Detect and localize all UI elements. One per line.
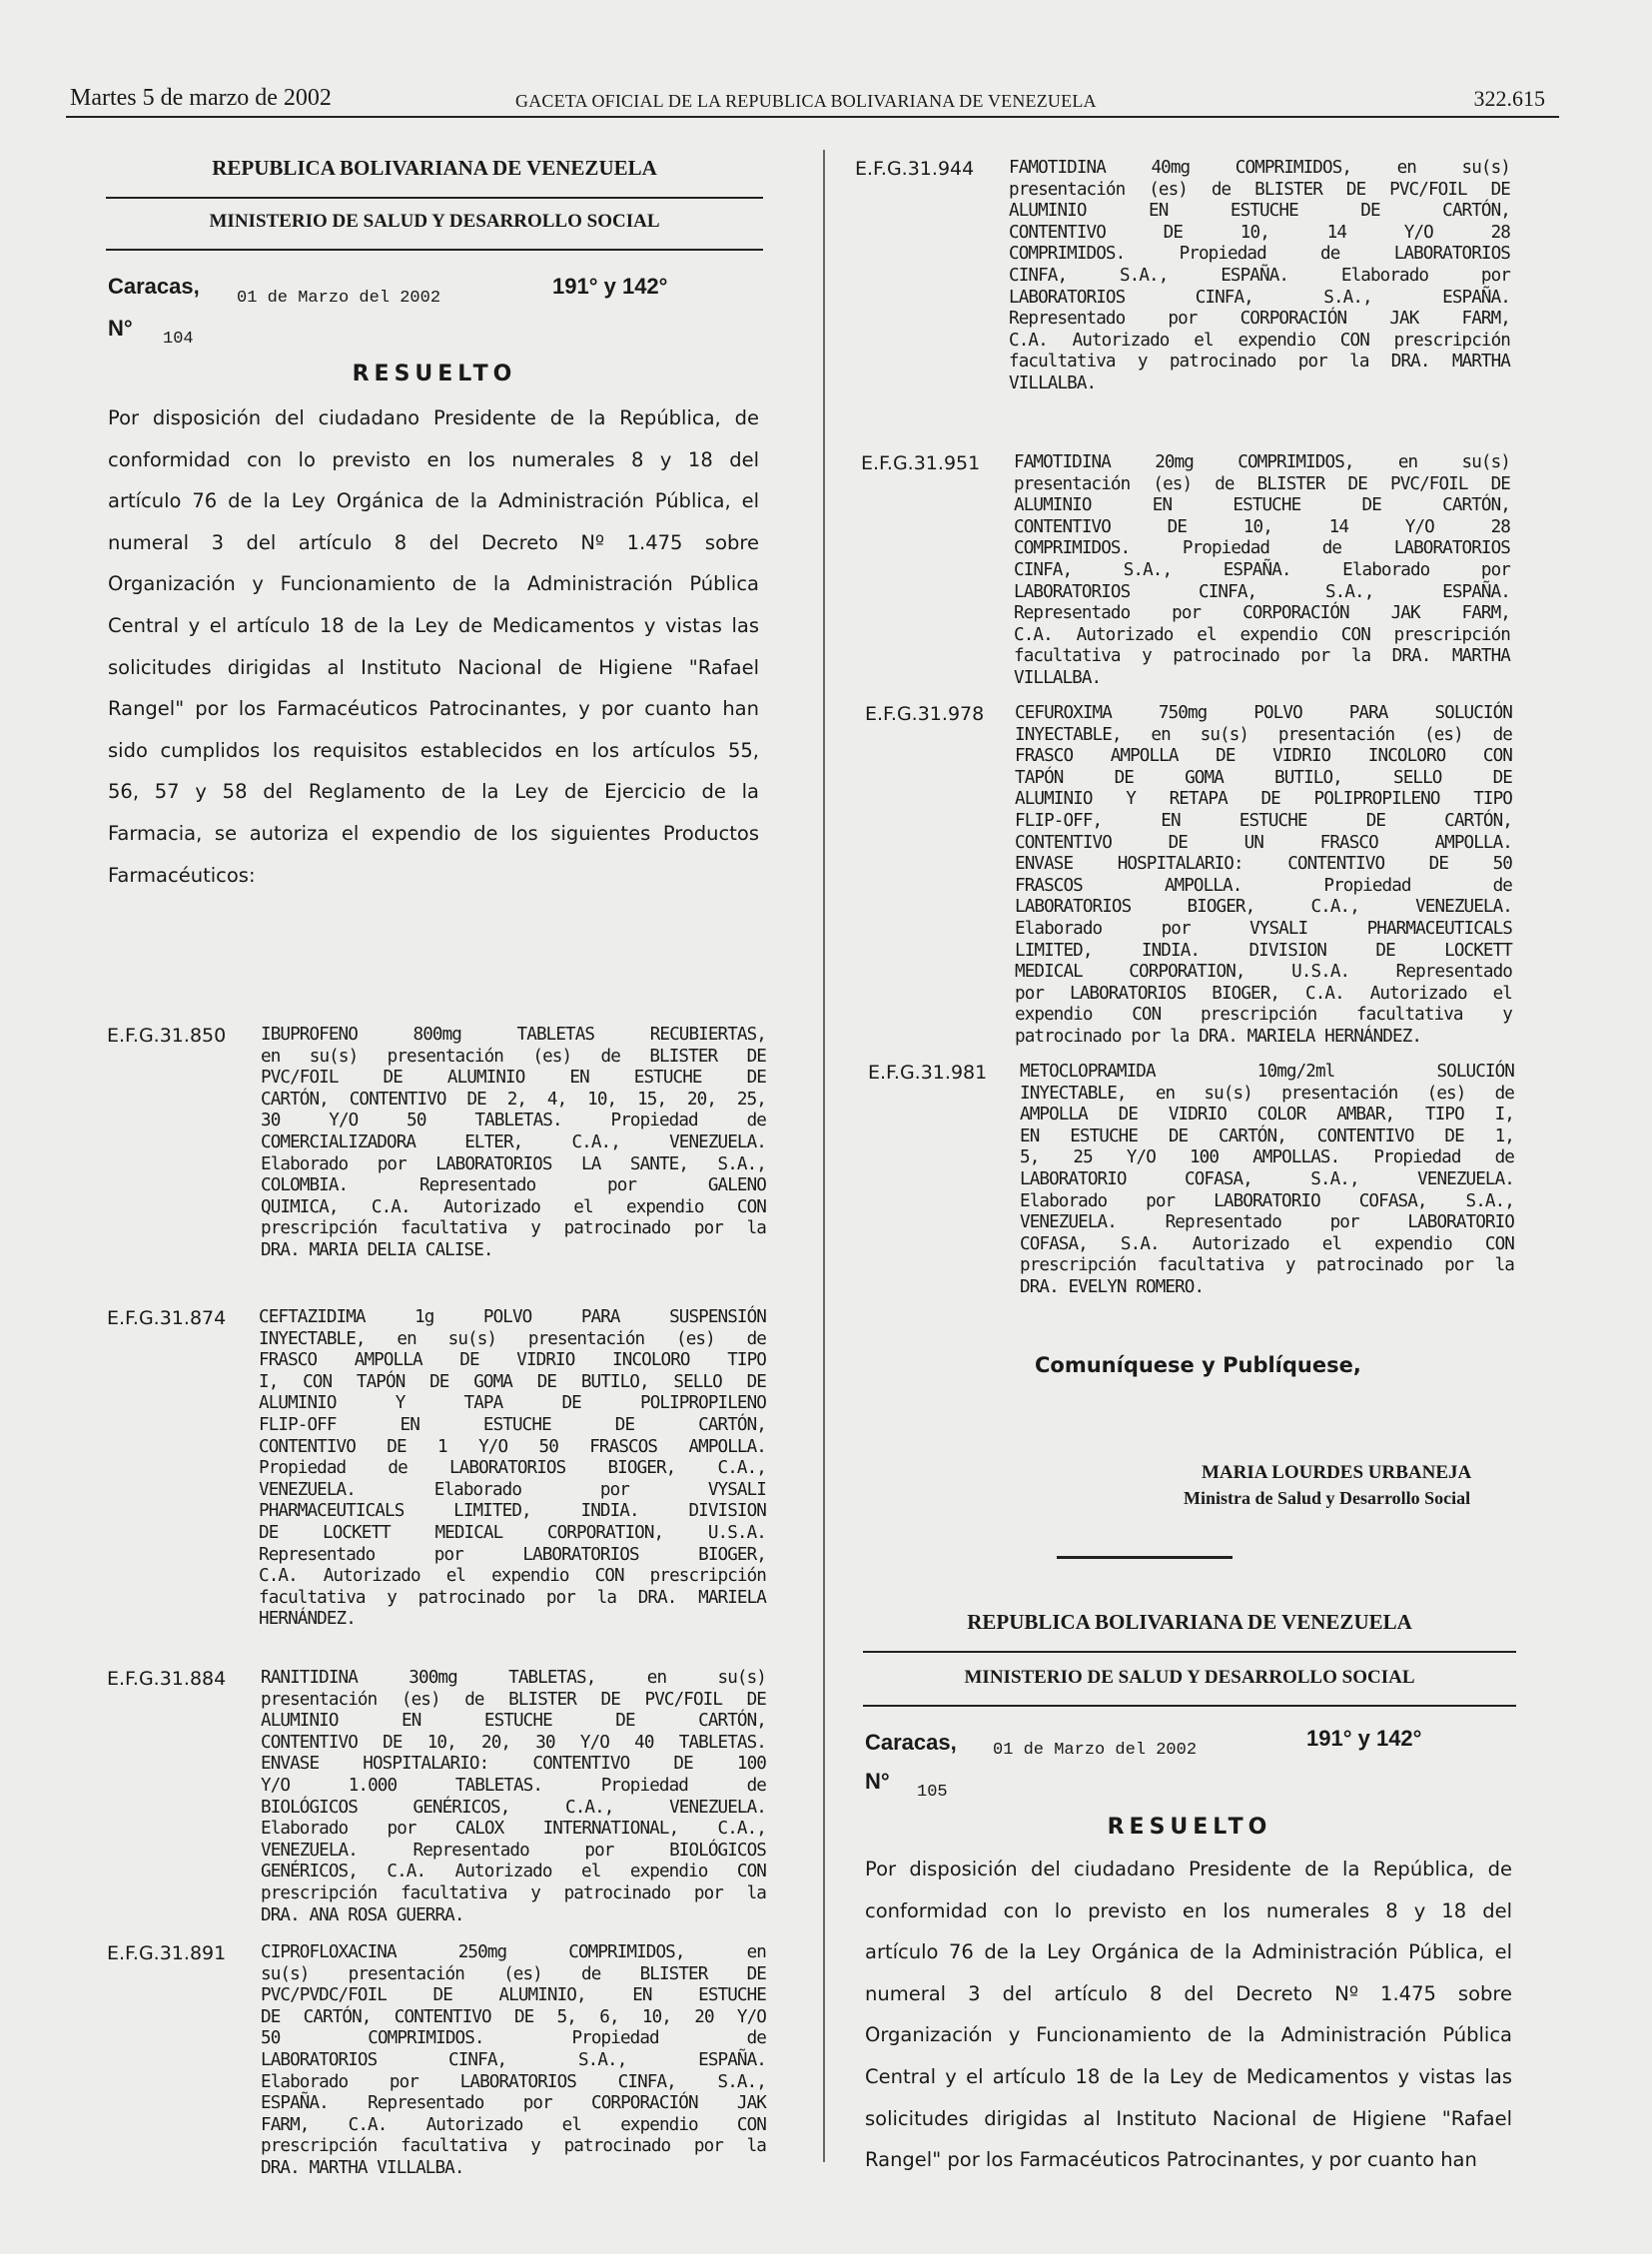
description-line: BIOLÓGICOS GENÉRICOS, C.A., VENEZUELA. [261, 1797, 766, 1818]
description-line: I, CON TAPÓN DE GOMA DE BUTILO, SELLO DE [259, 1371, 766, 1392]
description-line: Representado por CORPORACIÓN JAK FARM, [1009, 309, 1510, 330]
product-description [259, 1307, 766, 1631]
description-line: CONTENTIVO DE 10, 20, 30 Y/O 40 TABLETAS. [261, 1732, 766, 1753]
description-line: facultativa y patrocinado por la DRA. MARIELA [259, 1587, 766, 1608]
description-line: 30 Y/O 50 TABLETAS. Propiedad de [261, 1111, 766, 1131]
text-line: Farmacéuticos: [108, 863, 256, 887]
description-line: prescripción facultativa y patrocinado por la [261, 2136, 766, 2157]
description-line: 5, 25 Y/O 100 AMPOLLAS. Propiedad de [1020, 1147, 1514, 1168]
product-code: E.F.G.31.981 [868, 1062, 988, 1084]
description-line: INYECTABLE, en su(s) presentación (es) de [1015, 724, 1512, 745]
description-line: presentación (es) de BLISTER DE PVC/FOIL DE [1009, 179, 1510, 200]
description-line: RANITIDINA 300mg TABLETAS, en su(s) [261, 1668, 766, 1688]
description-line: presentación (es) de BLISTER DE PVC/FOIL DE [1014, 473, 1510, 494]
description-line: PVC/PVDC/FOIL DE ALUMINIO, EN ESTUCHE [261, 1985, 766, 2006]
text-line: Por disposición del ciudadano Presidente de la República, de [108, 406, 759, 429]
description-line: patrocinado por la DRA. MARIELA HERNÁNDEZ. [1015, 1026, 1422, 1047]
years-label: 191° y 142° [552, 274, 668, 299]
text-line: Central y el artículo 18 de la Ley de Medicamentos y vistas las [108, 613, 759, 637]
text-line: Rangel" por los Farmacéuticos Patrocinantes, y por cuanto han [865, 2148, 1477, 2172]
text-line: numeral 3 del artículo 8 del Decreto Nº 1.475 sobre [108, 530, 759, 554]
description-line: DE CARTÓN, CONTENTIVO DE 5, 6, 10, 20 Y/O [261, 2006, 766, 2027]
description-line: VENEZUELA. Elaborado por VYSALI [259, 1479, 766, 1500]
description-line: EN ESTUCHE DE CARTÓN, CONTENTIVO DE 1, [1020, 1126, 1514, 1146]
description-line: ALUMINIO EN ESTUCHE DE CARTÓN, [261, 1711, 766, 1732]
resolution-number: 104 [163, 330, 194, 349]
description-line: por LABORATORIOS BIOGER, C.A. Autorizado el [1015, 983, 1512, 1004]
description-line: COLOMBIA. Representado por GALENO [261, 1175, 766, 1196]
description-line: expendio CON prescripción facultativa y [1015, 1005, 1512, 1026]
description-line: C.A. Autorizado el expendio CON prescripción [259, 1566, 766, 1587]
description-line: AMPOLLA DE VIDRIO COLOR AMBAR, TIPO I, [1020, 1105, 1514, 1126]
description-line: INYECTABLE, en su(s) presentación (es) de [1020, 1083, 1514, 1104]
product-description [1009, 158, 1510, 395]
number-label: N° [108, 316, 133, 341]
text-line: conformidad con lo previsto en los numerales 8 y 18 del [865, 1898, 1512, 1922]
republic-heading: REPUBLICA BOLIVARIANA DE VENEZUELA [863, 1610, 1516, 1653]
gazette-title: GACETA OFICIAL DE LA REPUBLICA BOLIVARIANA DE VENEZUELA [515, 91, 1097, 111]
text-line: sido cumplidos los requisitos establecidos en los artículos 55, [108, 738, 759, 762]
description-line: PHARMACEUTICALS LIMITED, INDIA. DIVISION [259, 1501, 766, 1522]
description-line: Elaborado por VYSALI PHARMACEUTICALS [1015, 918, 1512, 939]
description-line: LABORATORIOS CINFA, S.A., ESPAÑA. [261, 2049, 766, 2070]
description-line: DE LOCKETT MEDICAL CORPORATION, U.S.A. [259, 1522, 766, 1543]
running-header [66, 82, 1559, 118]
product-code: E.F.G.31.978 [865, 703, 985, 725]
ministry-heading: MINISTERIO DE SALUD Y DESARROLLO SOCIAL [863, 1653, 1516, 1707]
preamble-text [108, 397, 759, 896]
text-line: Rangel" por los Farmacéuticos Patrocinantes, y por cuanto han [108, 697, 759, 721]
product-code: E.F.G.31.884 [107, 1668, 227, 1690]
gazette-date: Martes 5 de marzo de 2002 [70, 85, 332, 111]
description-line: VENEZUELA. Representado por LABORATORIO [1020, 1212, 1514, 1233]
description-line: ALUMINIO Y RETAPA DE POLIPROPILENO TIPO [1015, 789, 1512, 810]
description-line: FLIP-OFF EN ESTUCHE DE CARTÓN, [259, 1414, 766, 1435]
text-line: Organización y Funcionamiento de la Administración Pública [865, 2023, 1512, 2047]
resolution-number: 105 [917, 1783, 948, 1802]
description-line: LABORATORIOS CINFA, S.A., ESPAÑA. [1014, 581, 1510, 602]
description-line: Representado por CORPORACIÓN JAK FARM, [1014, 603, 1510, 624]
product-code: E.F.G.31.874 [107, 1307, 227, 1329]
signer-title: Ministra de Salud y Desarrollo Social [1184, 1488, 1471, 1508]
text-line: Farmacia, se autoriza el expendio de los siguientes Productos [108, 821, 759, 845]
description-line: CIPROFLOXACINA 250mg COMPRIMIDOS, en [261, 1942, 766, 1962]
description-line: COFASA, S.A. Autorizado el expendio CON [1020, 1233, 1514, 1254]
description-line: TAPÓN DE GOMA BUTILO, SELLO DE [1015, 767, 1512, 788]
description-line: METOCLOPRAMIDA 10mg/2ml SOLUCIÓN [1020, 1062, 1514, 1082]
description-line: CONTENTIVO DE 10, 14 Y/O 28 [1014, 516, 1510, 537]
description-line: su(s) presentación (es) de BLISTER DE [261, 1963, 766, 1984]
years-label: 191° y 142° [1306, 1726, 1422, 1751]
description-line: VENEZUELA. Representado por BIOLÓGICOS [261, 1840, 766, 1861]
text-line: solicitudes dirigidas al Instituto Nacional de Higiene "Rafael [108, 655, 759, 679]
separator-rule [1057, 1556, 1233, 1559]
description-line: presentación (es) de BLISTER DE PVC/FOIL DE [261, 1689, 766, 1710]
description-line: Elaborado por CALOX INTERNATIONAL, C.A., [261, 1819, 766, 1840]
description-line: LIMITED, INDIA. DIVISION DE LOCKETT [1015, 940, 1512, 961]
description-line: prescripción facultativa y patrocinado por la [261, 1882, 766, 1903]
description-line: Representado por LABORATORIOS BIOGER, [259, 1544, 766, 1565]
text-line: numeral 3 del artículo 8 del Decreto Nº 1.475 sobre [865, 1981, 1512, 2005]
description-line: COMERCIALIZADORA ELTER, C.A., VENEZUELA. [261, 1131, 766, 1152]
description-line: INYECTABLE, en su(s) presentación (es) de [259, 1328, 766, 1349]
description-line: Y/O 1.000 TABLETAS. Propiedad de [261, 1775, 766, 1796]
description-line: facultativa y patrocinado por la DRA. MARTHA [1014, 646, 1510, 667]
description-line: prescripción facultativa y patrocinado por la [1020, 1255, 1514, 1276]
text-line: 56, 57 y 58 del Reglamento de la Ley de Ejercicio de la [108, 780, 759, 804]
text-line: Por disposición del ciudadano Presidente de la República, de [865, 1858, 1512, 1880]
product-description [1020, 1062, 1514, 1299]
description-line: DRA. EVELYN ROMERO. [1020, 1276, 1205, 1297]
description-line: CONTENTIVO DE 10, 14 Y/O 28 [1009, 222, 1510, 243]
description-line: CEFTAZIDIMA 1g POLVO PARA SUSPENSIÓN [259, 1307, 766, 1327]
republic-heading: REPUBLICA BOLIVARIANA DE VENEZUELA [106, 156, 763, 199]
description-line: ESPAÑA. Representado por CORPORACIÓN JAK [261, 2093, 766, 2114]
description-line: Elaborado por LABORATORIOS CINFA, S.A., [261, 2071, 766, 2092]
product-description [261, 1942, 766, 2180]
description-line: DRA. MARTHA VILLALBA. [261, 2157, 464, 2178]
description-line: CONTENTIVO DE 1 Y/O 50 FRASCOS AMPOLLA. [259, 1436, 766, 1457]
description-line: FRASCO AMPOLLA DE VIDRIO INCOLORO CON [1015, 746, 1512, 767]
description-line: GENÉRICOS, C.A. Autorizado el expendio CON [261, 1862, 766, 1882]
product-description [1014, 452, 1510, 690]
description-line: ENVASE HOSPITALARIO: CONTENTIVO DE 50 [1015, 854, 1512, 875]
page-number: 322.615 [1473, 86, 1545, 111]
description-line: 50 COMPRIMIDOS. Propiedad de [261, 2028, 766, 2049]
description-line: CINFA, S.A., ESPAÑA. Elaborado por [1014, 559, 1510, 580]
product-code: E.F.G.31.951 [861, 452, 981, 474]
product-description [1015, 703, 1512, 1049]
description-line: prescripción facultativa y patrocinado por la [261, 1218, 766, 1239]
description-line: ENVASE HOSPITALARIO: CONTENTIVO DE 100 [261, 1754, 766, 1775]
resuelto-title: RESUELTO [352, 362, 517, 386]
description-line: Propiedad de LABORATORIOS BIOGER, C.A., [259, 1458, 766, 1479]
description-line: IBUPROFENO 800mg TABLETAS RECUBIERTAS, [261, 1025, 766, 1045]
description-line: FRASCO AMPOLLA DE VIDRIO INCOLORO TIPO [259, 1350, 766, 1371]
text-line: Organización y Funcionamiento de la Administración Pública [108, 572, 759, 596]
description-line: DRA. ANA ROSA GUERRA. [261, 1904, 464, 1925]
description-line: C.A. Autorizado el expendio CON prescripción [1014, 624, 1510, 645]
text-line: Central y el artículo 18 de la Ley de Medicamentos y vistas las [865, 2064, 1512, 2088]
text-line: solicitudes dirigidas al Instituto Nacional de Higiene "Rafael [865, 2106, 1512, 2130]
text-line: conformidad con lo previsto en los numerales 8 y 18 del [108, 447, 759, 471]
text-line: artículo 76 de la Ley Orgánica de la Administración Pública, el [108, 489, 759, 513]
description-line: Elaborado por LABORATORIOS LA SANTE, S.A., [261, 1153, 766, 1174]
description-line: MEDICAL CORPORATION, U.S.A. Representado [1015, 962, 1512, 983]
product-code: E.F.G.31.891 [107, 1942, 227, 1964]
product-description [261, 1668, 766, 1926]
description-line: FAMOTIDINA 20mg COMPRIMIDOS, en su(s) [1014, 452, 1510, 472]
resolution-date: 01 de Marzo del 2002 [237, 289, 441, 308]
description-line: CARTÓN, CONTENTIVO DE 2, 4, 10, 15, 20, 25, [261, 1089, 766, 1110]
text-line: artículo 76 de la Ley Orgánica de la Administración Pública, el [865, 1940, 1512, 1964]
description-line: Elaborado por LABORATORIO COFASA, S.A., [1020, 1190, 1514, 1211]
description-line: CONTENTIVO DE UN FRASCO AMPOLLA. [1015, 832, 1512, 853]
product-code: E.F.G.31.850 [107, 1025, 227, 1047]
description-line: C.A. Autorizado el expendio CON prescripción [1009, 330, 1510, 351]
signer-name: MARIA LOURDES URBANEJA [1202, 1462, 1472, 1483]
description-line: LABORATORIOS CINFA, S.A., ESPAÑA. [1009, 287, 1510, 308]
closing-formula: Comuníquese y Publíquese, [1035, 1353, 1361, 1377]
number-label: N° [865, 1769, 890, 1794]
description-line: HERNÁNDEZ. [259, 1609, 356, 1630]
description-line: ALUMINIO EN ESTUCHE DE CARTÓN, [1009, 201, 1510, 222]
description-line: VILLALBA. [1014, 667, 1102, 688]
description-line: COMPRIMIDOS. Propiedad de LABORATORIOS [1014, 538, 1510, 559]
description-line: COMPRIMIDOS. Propiedad de LABORATORIOS [1009, 244, 1510, 265]
description-line: FRASCOS AMPOLLA. Propiedad de [1015, 875, 1512, 896]
resolution-date: 01 de Marzo del 2002 [993, 1741, 1198, 1760]
preamble-text [865, 1849, 1512, 2181]
description-line: FARM, C.A. Autorizado el expendio CON [261, 2114, 766, 2135]
description-line: VILLALBA. [1009, 373, 1097, 393]
description-line: LABORATORIOS BIOGER, C.A., VENEZUELA. [1015, 897, 1512, 918]
description-line: LABORATORIO COFASA, S.A., VENEZUELA. [1020, 1168, 1514, 1189]
description-line: PVC/FOIL DE ALUMINIO EN ESTUCHE DE [261, 1068, 766, 1089]
city-label: Caracas, [108, 274, 200, 299]
description-line: ALUMINIO Y TAPA DE POLIPROPILENO [259, 1393, 766, 1414]
resuelto-title: RESUELTO [1107, 1815, 1272, 1840]
description-line: facultativa y patrocinado por la DRA. MARTHA [1009, 352, 1510, 373]
description-line: DRA. MARIA DELIA CALISE. [261, 1239, 493, 1260]
product-description [261, 1025, 766, 1262]
product-code: E.F.G.31.944 [855, 158, 975, 180]
city-label: Caracas, [865, 1730, 957, 1755]
description-line: QUIMICA, C.A. Autorizado el expendio CON [261, 1196, 766, 1217]
description-line: en su(s) presentación (es) de BLISTER DE [261, 1046, 766, 1067]
column-divider [823, 150, 825, 2162]
description-line: CEFUROXIMA 750mg POLVO PARA SOLUCIÓN [1015, 703, 1512, 723]
description-line: FAMOTIDINA 40mg COMPRIMIDOS, en su(s) [1009, 158, 1510, 178]
description-line: CINFA, S.A., ESPAÑA. Elaborado por [1009, 265, 1510, 286]
description-line: FLIP-OFF, EN ESTUCHE DE CARTÓN, [1015, 810, 1512, 831]
description-line: ALUMINIO EN ESTUCHE DE CARTÓN, [1014, 495, 1510, 516]
ministry-heading: MINISTERIO DE SALUD Y DESARROLLO SOCIAL [106, 197, 763, 251]
